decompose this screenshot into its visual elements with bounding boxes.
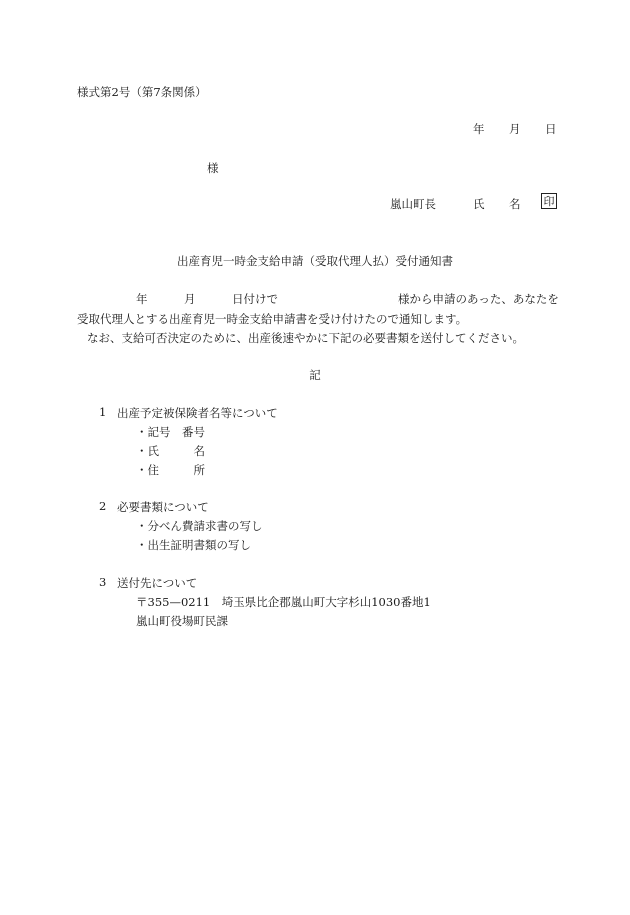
office-name: 嵐山町役場町民課 bbox=[136, 614, 228, 628]
item-heading: 必要書類について bbox=[117, 500, 209, 514]
item-number: 2 bbox=[99, 499, 107, 513]
issuer-name-label-1: 氏 bbox=[473, 197, 485, 211]
item-sub-entry: ・住 所 bbox=[136, 463, 205, 477]
body-year-label: 年 bbox=[136, 292, 148, 306]
item-sub-entry: ・分べん費請求書の写し bbox=[136, 519, 263, 533]
item-number: 3 bbox=[99, 575, 107, 589]
item-sub-entry: ・氏 名 bbox=[136, 444, 205, 458]
body-line3-text: なお、支給可否決定のために、出産後速やかに下記の必要書類を送付してください。 bbox=[87, 331, 524, 345]
item-number: 1 bbox=[99, 405, 107, 419]
item-sub-entry: ・出生証明書類の写し bbox=[136, 538, 251, 552]
form-number-label: 様式第2号（第7条関係） bbox=[77, 85, 207, 99]
item-heading: 送付先について bbox=[117, 576, 198, 590]
issuer-title: 嵐山町長 bbox=[390, 197, 436, 211]
seal-box: 印 bbox=[541, 193, 557, 209]
body-line2-text: 受取代理人とする出産育児一時金支給申請書を受け付けたので通知します。 bbox=[77, 312, 468, 326]
date-year-label: 年 bbox=[473, 122, 485, 136]
body-line1-text: 様から申請のあった、あなたを bbox=[398, 292, 559, 306]
item-sub-entry: ・記号 番号 bbox=[136, 425, 205, 439]
body-month-label: 月 bbox=[184, 292, 196, 306]
postal-address: 〒355—0211 埼玉県比企郡嵐山町大字杉山1030番地1 bbox=[136, 595, 431, 609]
ki-heading: 記 bbox=[309, 368, 321, 382]
date-day-label: 日 bbox=[545, 122, 557, 136]
body-date-suffix: 日付けで bbox=[232, 292, 278, 306]
document-title: 出産育児一時金支給申請（受取代理人払）受付通知書 bbox=[177, 254, 453, 268]
date-month-label: 月 bbox=[509, 122, 521, 136]
issuer-name-label-2: 名 bbox=[509, 197, 521, 211]
addressee-suffix: 様 bbox=[207, 161, 219, 175]
item-heading: 出産予定被保険者名等について bbox=[117, 406, 278, 420]
